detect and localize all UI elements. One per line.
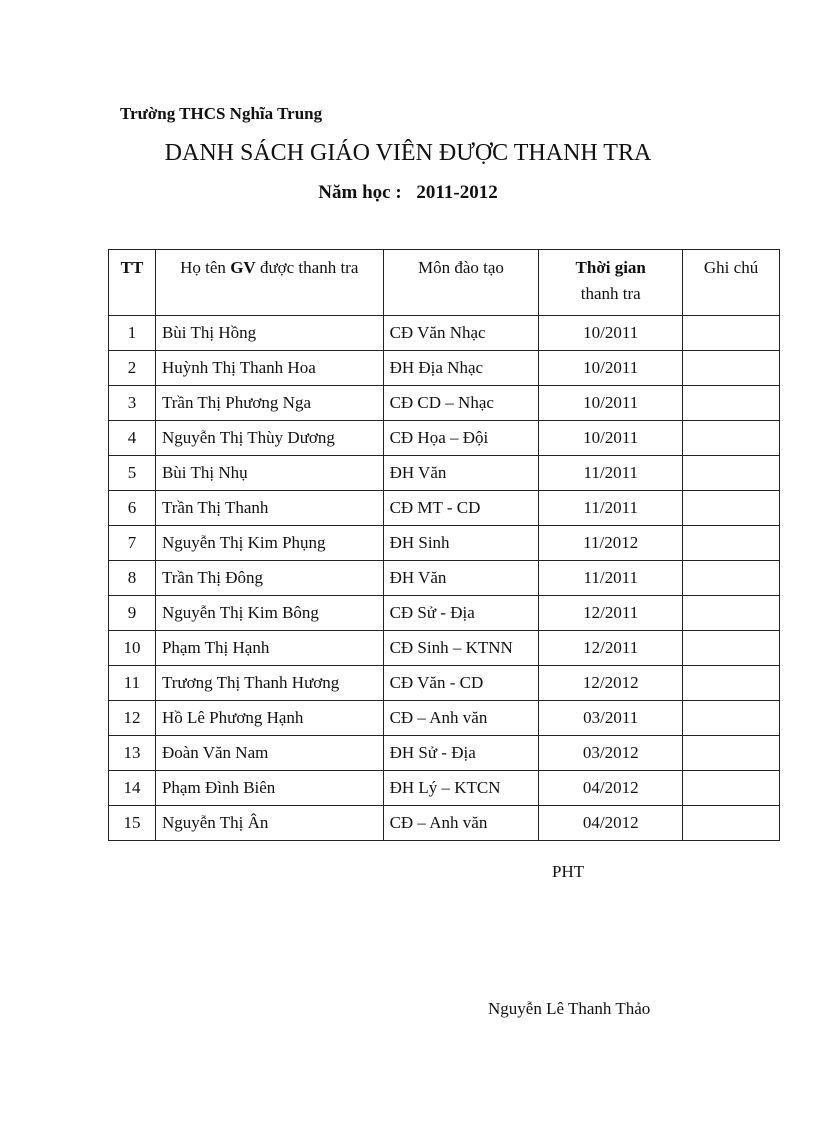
note-cell <box>683 351 780 386</box>
table-row <box>109 736 780 771</box>
table-row <box>109 631 780 666</box>
note-cell <box>683 386 780 421</box>
subject-cell: CĐ – Anh văn <box>383 806 539 841</box>
row-number-cell: 3 <box>109 386 156 421</box>
inspection-time-cell: 12/2011 <box>539 596 683 631</box>
note-cell <box>683 631 780 666</box>
table-row <box>109 456 780 491</box>
col-header-name <box>155 250 383 316</box>
subject-cell: CĐ Văn Nhạc <box>383 316 539 351</box>
note-cell <box>683 596 780 631</box>
col-header-subject: Môn đào tạo <box>383 250 539 316</box>
teacher-name-cell: Nguyễn Thị Kim Phụng <box>155 526 383 561</box>
teacher-name-cell: Trần Thị Phương Nga <box>155 386 383 421</box>
row-number-cell: 15 <box>109 806 156 841</box>
table-row <box>109 316 780 351</box>
school-year-label: Năm học : <box>318 182 402 203</box>
inspection-time-cell: 04/2012 <box>539 771 683 806</box>
subject-cell: ĐH Địa Nhạc <box>383 351 539 386</box>
subject-cell: CĐ CD – Nhạc <box>383 386 539 421</box>
table-row <box>109 491 780 526</box>
row-number-cell: 1 <box>109 316 156 351</box>
inspection-time-cell: 10/2011 <box>539 386 683 421</box>
document-title-text: DANH SÁCH GIÁO VIÊN ĐƯỢC THANH TRA <box>164 140 652 166</box>
note-cell <box>683 421 780 456</box>
table-row <box>109 701 780 736</box>
note-cell <box>683 701 780 736</box>
inspection-time-cell: 10/2011 <box>539 351 683 386</box>
teacher-name-cell: Bùi Thị Nhụ <box>155 456 383 491</box>
subject-cell: ĐH Sinh <box>383 526 539 561</box>
col-header-note: Ghi chú <box>683 250 780 316</box>
table-row <box>109 666 780 701</box>
table-row <box>109 806 780 841</box>
row-number-cell: 7 <box>109 526 156 561</box>
row-number-cell: 8 <box>109 561 156 596</box>
teacher-name-cell: Phạm Thị Hạnh <box>155 631 383 666</box>
teacher-name-cell: Đoàn Văn Nam <box>155 736 383 771</box>
note-cell <box>683 771 780 806</box>
note-cell <box>683 316 780 351</box>
inspection-time-cell: 12/2011 <box>539 631 683 666</box>
subject-cell: CĐ Sinh – KTNN <box>383 631 539 666</box>
table-row <box>109 386 780 421</box>
inspection-time-cell: 10/2011 <box>539 316 683 351</box>
note-cell <box>683 666 780 701</box>
signature-role: PHT <box>552 862 585 881</box>
subject-cell: ĐH Sử - Địa <box>383 736 539 771</box>
table-row <box>109 526 780 561</box>
table-header-row <box>109 250 780 316</box>
teacher-name-cell: Hồ Lê Phương Hạnh <box>155 701 383 736</box>
teacher-name-cell: Bùi Thị Hồng <box>155 316 383 351</box>
note-cell <box>683 456 780 491</box>
col-header-time-rest: thanh tra <box>580 284 641 303</box>
row-number-cell: 6 <box>109 491 156 526</box>
row-number-cell: 11 <box>109 666 156 701</box>
subject-cell: CĐ Sử - Địa <box>383 596 539 631</box>
row-number-cell: 12 <box>109 701 156 736</box>
school-name: Trường THCS Nghĩa Trung <box>120 104 323 123</box>
teacher-name-cell: Trương Thị Thanh Hương <box>155 666 383 701</box>
subject-cell: CĐ MT - CD <box>383 491 539 526</box>
subject-cell: ĐH Văn <box>383 456 539 491</box>
note-cell <box>683 561 780 596</box>
inspection-time-cell: 10/2011 <box>539 421 683 456</box>
row-number-cell: 9 <box>109 596 156 631</box>
note-cell <box>683 526 780 561</box>
row-number-cell: 14 <box>109 771 156 806</box>
table-row <box>109 421 780 456</box>
teacher-name-cell: Phạm Đình Biên <box>155 771 383 806</box>
col-header-time <box>539 250 683 316</box>
teacher-name-cell: Nguyễn Thị Kim Bông <box>155 596 383 631</box>
row-number-cell: 13 <box>109 736 156 771</box>
subject-cell: CĐ – Anh văn <box>383 701 539 736</box>
subject-cell: CĐ Văn - CD <box>383 666 539 701</box>
note-cell <box>683 806 780 841</box>
subject-cell: CĐ Họa – Đội <box>383 421 539 456</box>
row-number-cell: 4 <box>109 421 156 456</box>
table-row <box>109 561 780 596</box>
inspection-time-cell: 12/2012 <box>539 666 683 701</box>
col-header-name-part: Họ tên <box>180 258 231 277</box>
col-header-name-bold: GV <box>230 258 256 277</box>
school-year-value: 2011-2012 <box>416 182 498 203</box>
col-header-time-bold: Thời gian <box>575 258 646 277</box>
table-row <box>109 351 780 386</box>
inspection-time-cell: 03/2011 <box>539 701 683 736</box>
row-number-cell: 5 <box>109 456 156 491</box>
subject-cell: ĐH Lý – KTCN <box>383 771 539 806</box>
row-number-cell: 10 <box>109 631 156 666</box>
table-row <box>109 771 780 806</box>
school-year <box>0 182 816 204</box>
teacher-name-cell: Nguyễn Thị Thùy Dương <box>155 421 383 456</box>
inspection-time-cell: 11/2011 <box>539 456 683 491</box>
inspection-time-cell: 04/2012 <box>539 806 683 841</box>
note-cell <box>683 736 780 771</box>
teacher-name-cell: Nguyễn Thị Ân <box>155 806 383 841</box>
row-number-cell: 2 <box>109 351 156 386</box>
teacher-name-cell: Huỳnh Thị Thanh Hoa <box>155 351 383 386</box>
document-title <box>0 140 816 167</box>
inspection-time-cell: 11/2011 <box>539 491 683 526</box>
col-header-tt: TT <box>109 250 156 316</box>
teacher-name-cell: Trần Thị Đông <box>155 561 383 596</box>
inspection-time-cell: 03/2012 <box>539 736 683 771</box>
col-header-name-rest: được thanh tra <box>255 258 359 277</box>
inspection-time-cell: 11/2011 <box>539 561 683 596</box>
inspection-time-cell: 11/2012 <box>539 526 683 561</box>
teacher-name-cell: Trần Thị Thanh <box>155 491 383 526</box>
signer-name: Nguyễn Lê Thanh Thảo <box>488 999 651 1018</box>
note-cell <box>683 491 780 526</box>
teacher-inspection-table <box>108 249 780 841</box>
subject-cell: ĐH Văn <box>383 561 539 596</box>
table-row <box>109 596 780 631</box>
